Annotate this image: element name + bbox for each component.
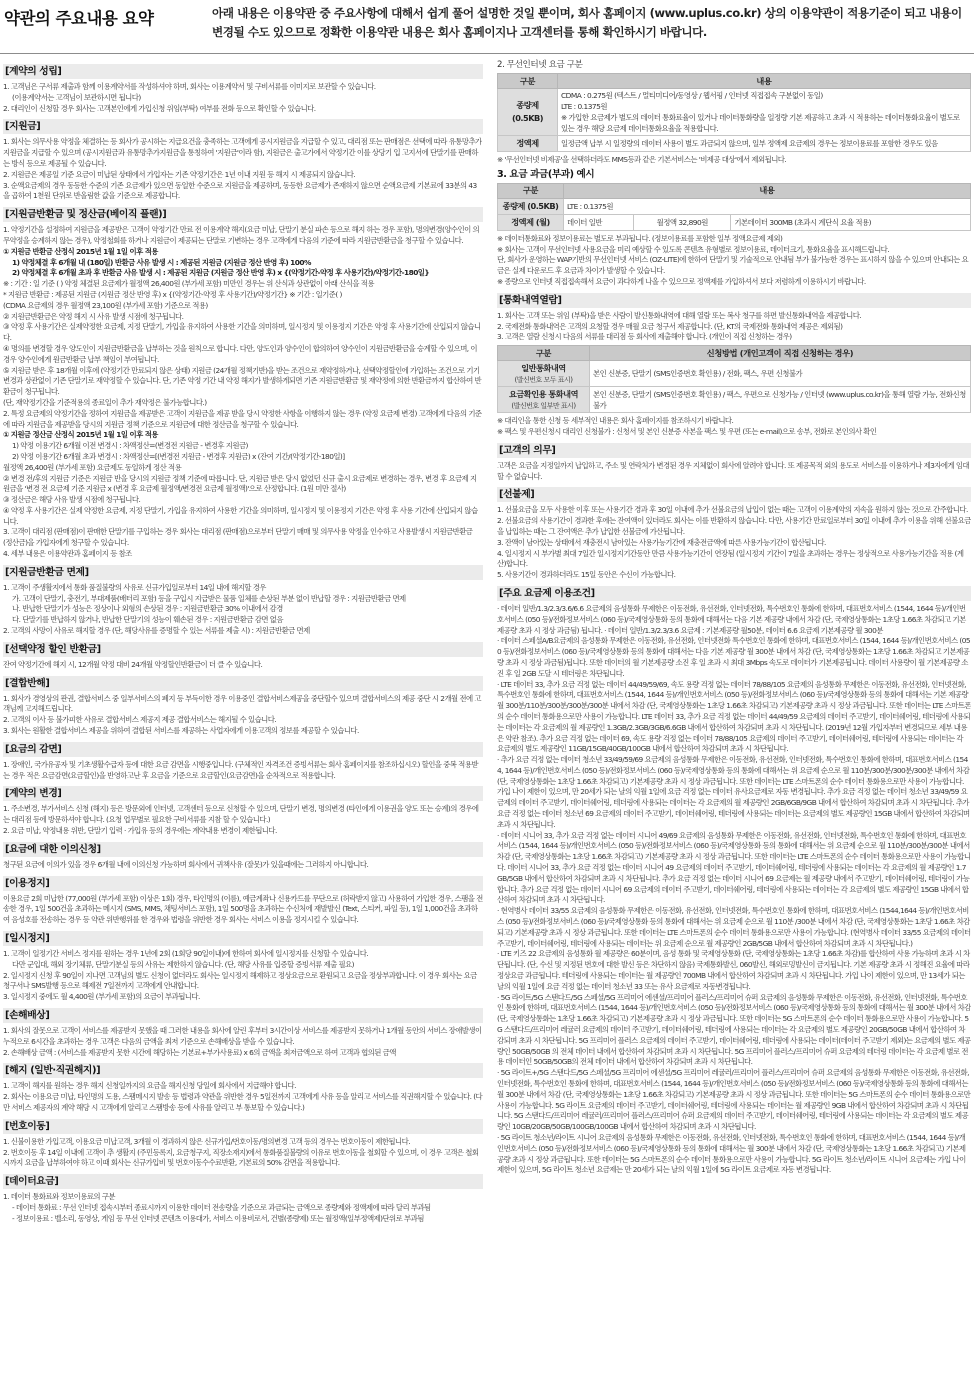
section-text: 1. 데이터 통화료와 정보이용료의 구분: [3, 1192, 115, 1202]
row-label: 정액제 (월): [498, 214, 564, 230]
row-label: 종량제 (0.5KB): [498, 198, 564, 214]
section-text: 나. 반납한 단말기가 성능은 정상이나 외형의 손상된 경우 : 지원금반환금 30% 이내에서 감경: [12, 604, 283, 614]
note-line: ※ 팩스 및 우편신청시 대리인 신청불가 : 신청서 및 본인 신분증 사본을 팩스 및 우편 (또는 e-mail)으로 송부, 전화로 본인의사 확인: [497, 426, 877, 436]
section-text: 2. 회사는 이용요금 미납, 타인명의 도용, 스팸메시지 발송 등 법령과 약관을 위반한 경우 5일전까지 고객에게 사유 등을 알리고 서비스를 직권해지할 수 있습니다. (다만 서비스 제공자의 계약 해당 시 고객에게 알리고 스팸방송 등에 사유를 알리고 부 통보할 수 있습니다.): [3, 1092, 483, 1112]
call-records-section: [497, 293, 971, 343]
section-heading: [계약의 성립]: [3, 64, 483, 79]
section-text: ③ 정산금은 해당 사유 발생 시점에 청구됩니다.: [3, 495, 141, 505]
row-label-sub: (발신번호 일부만 표시): [511, 402, 576, 411]
section-heading: [손해배상]: [3, 1008, 483, 1023]
section-heading: [결합반해]: [3, 676, 483, 691]
header-divider: [0, 53, 974, 54]
section-heading: [일시정지]: [3, 931, 483, 946]
table-header: 신청방법 (개인고객이 직접 신청하는 경우): [590, 346, 971, 361]
call-records-table: [497, 345, 971, 413]
section-text: ④ 약정 후 사용기간은 실제 약정한 요금제, 지정 단말기, 가입을 유지하여 사용한 기간을 의미하며, 일시정지 및 이용정지 기간은 약정 후 사용 기간에 산입되지 않습니다.: [3, 505, 478, 526]
section-text: · 추가 요금 걱정 없는 데이터 청소년 33/49/59/69 요금제의 음성통화 무제한은 이동전화, 유선전화, 인터넷전화, 특수번호인 통화에 한하며, 대표번호서비스 (1544, 1644 등)/개인번호서비스 (050 등)/전화정보서비스 (060 등)/국제영상통화 등의 통화에 대해서는 위 요금제 순으로 월 110분/300분/300분/300분 내에서 차감 (단, 국제영상통화는 1초당 1.66초 차감되고) 기본제공량 초과 시 정상 과금됩니다. 또한 데이터는 LTE 스마트폰의 순수 데이터 통화용으로만 사용이 가능합니다. 가입 나이 제한이 있으며, 만 20세가 되는 날의 익월 1일에 요금 걱정 없는 데이터 유사요금제로 자동 변경됩니다. 추가 요금 걱정 없는 데이터 청소년 33/49/59 요금제의 데이터 주고받기, 데이터쉐어링, 테더링에 사용되는 데이터는 각 요금제의 월 제공량인 2GB/6GB/9GB 내에서 합산하여 차감되며 초과 시 차단됩니다. 추가 요금 걱정 없는 데이터 청소년 69 요금제의 데이터 주고받기, 데이터쉐어링, 테더링에 사용되는 데이터는 요금제의 별도 제공량인 15GB 내에서 합산하여 차감되며 초과 시 차단됩니다.: [497, 755, 970, 829]
section-text: · 데이터 시니어 33, 추가 요금 걱정 없는 데이터 시니어 49/69 요금제의 음성통화 무제한은 이동전화, 유선전화, 인터넷전화, 특수번호인 통화에 한하며, 대표번호서비스 (1544, 1644 등)/개인번호서비스 (050 등)/전화정보서비스 (060 등)/국제영상통화 등의 통화에 대해서는 위 요금제 순으로 월 110분/300분/300분 내에서 차감 (단, 국제영상통화는 1초당 1.66초 차감되고) 기본제공량 초과 시 정상 과금됩니다. 또한 데이터는 LTE 스마트폰의 순수 데이터 통화용으로만 사용이 가능합니다. 데이터 시니어 33, 추가 요금 걱정 없는 데이터 시니어 49 요금제의 데이터 주고받기, 데이터쉐어링, 테더링에 사용되는 데이터는 각 요금제의 월 제공량인 1.7GB/5GB 내에서 합산하여 차감되며 초과 시 차단됩니다. 추가 요금 걱정 없는 데이터 시니어 69 요금제는 월 제공량 내에서 주고받기, 데이터쉐어링, 테더링이 가능합니다. 추가 요금 걱정 없는 데이터 시니어 69 요금제의 데이터 주고받기, 데이터쉐어링, 테더링에 사용되는 데이터는 각 요금제의 별도 제공량인 15GB 내에서 합산하여 차감되며 초과 시 차단됩니다.: [497, 830, 971, 905]
right-column: [497, 59, 971, 1395]
section-text: ④ 명의를 변경할 경우 양도인이 지원금반환금을 납부하는 것을 원칙으로 합니다. 다만, 양도인과 양수인이 합의하여 양수인이 지원금반환금을 승계할 수 있으며, 이 경우 양수인에게 원금반환금 납부 책임이 부여됩니다.: [3, 343, 477, 364]
section-text: 3. 고객은 열람 신청시 다음의 서류를 대리점 등 회사에 제출해야 합니다. (개인이 직접 신청하는 경우): [497, 332, 792, 342]
section-text: 2. 일시정지 신청 후 90일이 지나면 고객님의 별도 신청이 없더라도 회사는 일시정지 해제하고 정상요금으로 환원되고 요금을 정상부과합니다. 이 경우 회사는 요금청구서나 SMS발행 등으로 해제전 7일전까지 고객에게 안내합니다.: [3, 970, 477, 991]
section-text: 1. 고객이 일정기간 서비스 정지를 원하는 경우 1년에 2회 (1회당 90일이내)에 한하여 회사에 일시정지를 신청할 수 있습니다.: [3, 949, 369, 959]
billing-example-table: [497, 183, 971, 231]
section-text: * 지원금 반환금 : 제공된 지원금 (지원금 정산 반영 후) x {(약정기간-약정 후 사용기간)/약정기간} ※ 기간 : 일기준( ): [3, 289, 342, 299]
section-heading: [번호이동]: [3, 1119, 483, 1134]
header-description: 아래 내용은 이용약관 중 주요사항에 대해서 쉽게 풀어 설명한 것일 뿐이며, 회사 홈페이지 (www.uplus.co.kr) 상의 이용약관이 적용기준이 되고 내용이 변경될 수도 있으므로 정확한 이용약관 내용은 회사 홈페이지나 고객센터를 통해 확인하시기 바랍니다.: [212, 6, 962, 39]
section-text: ① 지원금 반환금 산정식 2015년 1월 1일 이후 적용: [3, 246, 158, 256]
row-label-text: 일반통화내역: [521, 363, 566, 374]
row-label-metered: 종량제 (0.5KB): [498, 89, 558, 136]
note-line: ※ 종량으로 인터넷 직접접속해서 요금이 과다하게 나올 수 있으므로 정액제를 가입하셔서 보다 저렴하게 이용하시기 바랍니다.: [497, 276, 866, 286]
note-line: ※ 대리인을 통한 신청 등 세부적인 내용은 회사 홈페이지를 참조하시기 바랍니다.: [497, 416, 734, 426]
table-cell: 데이터 일반: [564, 214, 634, 230]
section-heading: [지원금반환금 및 정산금(베이직 플랜)]: [3, 207, 483, 222]
table-cell: 본인 신분증, 단말기 (SMS인증번호 확인용) / 팩스, 우편으로 신청가능 / 인터넷 (www.uplus.co.kr)을 통해 열람 가능, 전화신청불가: [590, 387, 971, 413]
section-text: 1. 약정기간을 설정하여 지원금을 제공받은 고객이 약정기간 만료 전 이용계약 해지(요금 미납, 단말기 분실 파손 등으로 해지 하는 경우 포함), 명의변경(양수인이 의무약정을 승계하지 않는 경우), 약정철회를 하거나 지원금이 제공되는 단말로 기변하는 경우 고객에게 다음의 기준에 따라 지원금반환금을 청구할 수 있습니다.: [3, 225, 480, 245]
section-text: 1. 고객님은 구서류 제출과 함께 이용계약서를 작성하셔야 하며, 회사는 이용계약서 및 구비서류를 이미지로 보관할 수 있습니다.: [3, 82, 376, 91]
table-note: ※ '무선인터넷 비제공'을 선택하더라도 MMS등과 같은 기본서비스는 '비제공 대상'에서 제외됩니다.: [497, 155, 787, 164]
left-column: [3, 59, 483, 1395]
section-text: 2. 국제전화 통화내역은 고객의 요청할 경우 매월 요금 청구서 제공합니다. (단, KT의 국제전화 통화내역 제공은 제외됨): [497, 321, 843, 331]
section-heading: [해지 (일반·직권해지)]: [3, 1063, 483, 1078]
section-text: 월정액 26,400원 (부가세 포함) 요금제도 동일하게 정산 적용: [3, 462, 182, 472]
row-label-text: 요금확인용 통화내역: [508, 389, 579, 400]
section-text: (CDMA 요금제의 경우 월정액 23,100원 (부가세 포함) 기준으로 적용): [3, 300, 208, 310]
table-header: 구분: [498, 183, 564, 198]
section-text: ※ : 기간 : 일 기준 ( ) 약정 체결된 요금제가 월정액 26,400원 (부가세 포함) 미만인 경우는 위 산식과 상관없이 아래 산식을 적용: [3, 279, 374, 289]
section-text: 1) 약정 이용기간 6개월 이전 변경시 : 차액정산=(변경전 지원금 - 변경후 지원금): [12, 441, 248, 451]
table-cell-line: ※ 가입한 요금제가 별도의 데이터 통화료율이 있거나 데이터통화량을 일정량 기본 제공하고 초과 시 적용하는 데이터통화요율이 별도로 있는 경우 해당 요금제 데이터통화요율을 적용합니다.: [561, 113, 960, 133]
section-text: 3. 회사는 원활한 결합서비스 제공을 위하여 결합된 서비스를 제공하는 사업자에게 이용고객의 정보를 제공할 수 있습니다.: [3, 726, 359, 736]
notes-block-2: [497, 416, 971, 438]
section-text: 2. 특정 요금제의 약정기간을 정하여 지원금을 제공받은 고객이 지원금을 제공 받을 당시 약정한 사항을 이행하지 않는 경우 (약정 요금제 변경) 고객에게 다음의 기준에 따라 지원금을 제공받을 당시의 지원금 정책 기준으로 지원금에 대한 정산금을 청구할 수 있습니다.: [3, 408, 482, 429]
row-label: [498, 361, 590, 387]
section-text: 1. 장애인, 국가유공자 및 기초생활수급자 등에 대한 요금 감면을 시행중입니다. (구체적인 자격조건 증빙서류는 회사 홈페이지를 참조하십시오) 할인을 중복 적용받는 경우 적은 요금감면(요금할인)을 반영하고난 후 요금을 기준으로 요금할인(요금감면)을 순차적으로 적용합니다.: [3, 759, 478, 780]
notes-block-1: [497, 234, 971, 288]
section-text: 2. 대리인이 신청할 경우 회사는 고객본인에게 가입신청 위임(부탁) 여부를 전화 등으로 확인할 수 있습니다.: [3, 103, 316, 113]
section-heading: [계약의 변경]: [3, 786, 483, 801]
section-heading: [지원금반환금 면제]: [3, 565, 483, 580]
table-cell: 월정액 32,890원: [634, 214, 731, 230]
note-line: ※ 회사는 고객이 무선인터넷 사용요금을 미리 예상할 수 있도록 콘텐츠 유형별로 정보이용료, 데이터크기, 통화요율을 표시해드립니다.: [497, 244, 890, 254]
section-text: · 5G 라이트 청소년/라이트 시니어 요금제의 음성통화 무제한은 이동전화, 유선전화, 인터넷전화, 특수번호인 통화에 한하며, 대표번호서비스 (1544, 1644 등)/개인번호서비스 (050 등)/전화정보서비스 (060 등)/국제영상통화 등의 통화에 대해서는 월 300분 내에서 차감 (단, 국제영상통화는 1초당 1.66초 차감되고) 기본제공량 초과 시 정상 과금됩니다. 또한 데이터는 5G 스마트폰의 순수 데이터 통화용으로만 사용이 가능합니다. 5G 라이트 청소년/라이트 시니어 요금제는 가입 나이 제한이 있으며, 5G 라이트 청소년 요금제는 만 20세가 되는 날의 익월 1일에 5G 라이트 요금제로 자동 변경됩니다.: [497, 1132, 966, 1175]
page-title: 약관의 주요내용 요약: [4, 9, 154, 28]
section-heading: [요금의 감면]: [3, 742, 483, 757]
section-text: · 현역병사 데이터 33/55 요금제의 음성통화 무제한은 이동전화, 유선전화, 인터넷전화, 특수번호인 통화에 한하며, 대표번호서비스 (1544,1644 등)/개인번호서비스 (050 등)/전화정보서비스 (060 등)/국제영상통화 등의 통화에 대해서는 위 요금제 순으로 월 110분 /300분 내에서 차감 (단, 국제영상통화는 1초당 1.66초 차감되고) 기본제공량 초과 시 정상 과금됩니다. 또한 데이터는 LTE 스마트폰의 순수 데이터 통화용으로만 사용이 가능합니다. (현역병사 데이터 33/55 요금제의 데이터 주고받기, 데이터쉐어링, 테더링에 사용되는 데이터는 위 요금제 순으로 월 제공량인 2GB/5GB 내에서 합산하여 차감되며 초과 시 차단됩니다.): [497, 906, 971, 948]
section-text: - 데이터 통화료 : 무선 인터넷 접속시부터 종료시까지 이용한 데이터 전송량을 기준으로 과금되는 금액으로 종량제와 정액제에 따라 달리 부과됨: [12, 1202, 431, 1212]
table-header: 구분: [498, 74, 558, 89]
table-header: 내용: [564, 183, 971, 198]
section-text: 1. 회사는 의무사용 약정을 체결하는 등 회사가 공시하는 지급요건을 충족하는 고객에게 공시지원금을 지급할 수 있고, 대리점 또는 판매점은 선택에 따라 유통망추가지원금을 지급할 수 있으며 (공시지원금과 유통망추가지원금을 통칭하여 '지원금'이라 함), 지원금은 출고가에서 약정기간 이를 상당기 입 고지서에 단말기를 판매하는 방식 등으로 제공될 수 있습니다.: [3, 137, 482, 168]
section-text: 3. 잔액이 남아있는 상태에서 재충전시 남아있는 사용가능기간에 재충전금액에 따른 사용가능기간이 합산됩니다.: [497, 537, 826, 547]
section-text: (단, 재약정기간을 기준적용의 종료일이 추가 재약정은 불가능합니다.): [3, 397, 207, 407]
section-heading: [통화내역열람]: [497, 293, 971, 308]
table-cell: 기본데이터 300MB (초과시 계단식 요율 적용): [731, 214, 971, 230]
section-text: 고객은 요금을 지정일까지 납입하고, 주소 및 연락처가 변경된 경우 지체없이 회사에 알려야 합니다. 또 제공목적 외의 용도로 서비스를 이용하거나 제3자에게 임대할 수 없습니다.: [497, 460, 970, 481]
section-heading: [이용정지]: [3, 876, 483, 891]
section-text: 1. 고객이 해지를 원하는 경우 해지 신청일까지의 요금을 해지신청 당일에 회사에서 지급해야 합니다.: [3, 1081, 296, 1091]
billing-example-title: 3. 요금 과금(부과) 예시: [497, 168, 595, 180]
table-cell: LTE : 0.1375원: [564, 198, 971, 214]
section-text: 2. 고객의 사망이 사유로 해지할 경우 (단, 해당사유를 증명할 수 있는 서류를 제출 시) : 지원금반환금 면제: [3, 626, 310, 636]
row-label-sub: (발신번호 모두 표시): [514, 376, 573, 385]
section-text: 1. 회사의 잘못으로 고객이 서비스를 제공받지 못했을 때 그러한 내용을 회사에 알린 후부터 3시간이상 서비스를 제공받지 못하거나 1개월 동안의 서비스 장애발생이 누적으로 6시간을 초과하는 경우 고객은 다음의 금액을 최저 기준으로 손해배상을 받을 수 있습니다.: [3, 1026, 482, 1046]
section-text: · LTE 데이터 33, 추가 요금 걱정 없는 데이터 44/49/59/69, 속도 용량 걱정 없는 데이터 78/88/105 요금제의 음성통화 무제한은 이동전화, 유선전화, 인터넷전화, 특수번호인 통화에 한하며, 대표번호서비스 (1544, 1644 등)/개인번호서비스 (050 등)/전화정보서비스 (060 등)/국제영상통화 등의 통화에 대해서는 기본 제공량 월 300분/110분/300분/300분/300분 내에서 차감 (단, 국제영상통화는 1초당 1.66초 차감되고) 기본제공량 초과 시 정상 과금됩니다. 또한 데이터는 LTE 스마트폰의 순수 데이터 통화용으로만 사용이 가능합니다. LTE 데이터 33, 추가 요금 걱정 없는 데이터 44/49/59 요금제의 데이터 주고받기, 데이터쉐어링, 테더링에 사용되는 데이터는 각 요금제의 월 제공량인 1.3GB/2.3GB/3GB/6.6GB 내에서 합산하여 차감되며 초과 시 차단됩니다. (2019년 12월 가입자부터 변경되므로 세부 내용은 약관 참조). 추가 요금 걱정 없는 데이터 69, 속도 용량 걱정 없는 데이터 78/88/105 요금제의 데이터 주고받기, 데이터쉐어링, 테더링에 사용되는 데이터는 각 요금제의 별도 제공량인 11GB/15GB/40GB/100GB 내에서 합산하여 차감되며 초과 시 차단됩니다.: [497, 679, 971, 754]
section-heading: [선불제]: [497, 487, 971, 502]
section-text: 5. 사용기간이 경과하더라도 15일 동안은 수신이 가능합니다.: [497, 570, 676, 580]
section-text: 3. 일시정지 중에도 월 4,400원 (부가세 포함)의 요금이 부과됩니다.: [3, 992, 200, 1002]
table-cell-line: LTE : 0.1375원: [561, 102, 607, 111]
section-text: 2) 약정 이용기간 6개월 초과 변경시 : 차액정산=[(변경전 지원금 - 변경후 지원금) x (잔여 기간/(약정기간-180일)]: [12, 451, 345, 461]
section-heading: [고객의 의무]: [497, 443, 971, 458]
section-text: 1. 고객이 주생활지에서 통화 품질불량의 사유로 신규가입일로부터 14일 내에 해지할 경우: [3, 582, 266, 592]
right-sections: [497, 443, 971, 1176]
section-heading: [선택약정 할인 반환금]: [3, 642, 483, 657]
row-label-flat: 정액제: [498, 136, 558, 152]
section-text: 3. 고객이 대리점 (판매점)이 판매한 단말기를 구입하는 경우 회사는 대리점 (판매점)으로부터 단말기 매매 및 의무사용 약정을 인수하고 사용발생시 지원금반환금 (정산금)을 가입자에게 청구할 수 있습니다.: [3, 527, 473, 548]
section-text: - 정보이용료 : 벨소리, 동영상, 게임 등 무선 인터넷 콘텐츠 이용대가, 서비스 이용비로서, 건별(종량제) 또는 월정액(일부정액제)단위로 부과됨: [12, 1213, 424, 1223]
wireless-fee-table: [497, 73, 971, 152]
section-text: · 데이터 스페셜A/B요금제의 음성통화 무제한은 이동전화, 유선전화, 인터넷전화 특수번호인 통화에 한하며, 대표번호서비스 (1544, 1644 등)/개인번호서비스 (050 등)/전화정보서비스 (060 등)/국제영상통화 등의 통화에 대해서는 다음 기본 제공량 월 300분 내에서 차감 (단, 국제영상통화는 1초당 1.66초 차감되고 기본제공량 초과 시 정상 과금됨)됩니다. 또한 데이터의 월 기본제공량 소진 후 일 초과 시 최대 3Mbps 속도로 데이터가 기본제공됩니다. 데이터 사용량이 월 기본제공량 소진 후 일 2GB 도달 시 테더링은 차단됩니다.: [497, 636, 971, 678]
section-text: · 5G 라이트/5G 스탠다드/5G 스페셜/5G 프리미어 에센셜/프리미어 플러스/프리미어 슈퍼 요금제의 음성통화 무제한은 이동전화, 유선전화, 인터넷전화, 특수번호인 통화에 한하며, 대표번호서비스 (1544, 1644 등)/개인번호서비스 (050 등)/전화정보서비스 (060 등)/국제영상통화 등의 통화에 대해서는 월 300분 내에서 차감 (단, 국제영상통화는 1초당 1.66초 차감되고) 기본제공량 초과 시 정상 과금됩니다. 또한 데이터는 5G 스마트폰의 순수 데이터 통화용으로만 사용이 가능합니다. 5G 스탠다드/프리미어 레귤러 요금제의 데이터 주고받기, 데이터쉐어링, 테더링에 사용되는 데이터는 각 요금제의 별도 제공량인 20GB/50GB 내에서 합산하여 차감되며 초과 시 차단됩니다. 5G 프리미어 플러스 요금제의 데이터 주고받기, 데이터쉐어링, 테더링에 사용되는 데이터(데이터 주고받기 제외)는 요금제의 별도 제공량인 50GB/50GB 의 전체 데이터 내에서 합산하여 차감되며 초과 시 차단됩니다. 5G 프리미어 플러스/프리미어 슈퍼 요금제의 테더링 데이터는 각 요금제 별로 전용 데이터인 50GB/50GB의 전체 데이터 내에서 합산하여 차감되며 초과 시 차단됩니다.: [497, 992, 971, 1067]
section-text: 2. 번호이동 후 14일 이내에 고객이 추 생활지 (주민등록지, 요금청구지, 직장소재지)에서 통화품질불량의 이유로 번호이동을 철회할 수 있으며, 이 경우 고객은 철회시까지 요금을 납부하여야 하고 이때 회사는 신규가입비 및 번호이동수수료반환, 기본료의 50% 감면을 적용합니다.: [3, 1147, 479, 1168]
section-heading: [데이터요금]: [3, 1174, 483, 1189]
section-text: · 데이터 일반/1.3/2.3/3.6/6.6 요금제의 음성통화 무제한은 이동전화, 유선전화, 인터넷전화, 특수번호인 통화에 한하며, 대표번호서비스 (1544, 1644 등)/개인번호서비스 (050 등)/전화정보서비스 (060 등)/국제영상통화 등의 통화에 대해서는 다음 기본 제공량 내에서 차감 (단, 국제영상통화는 1초당 1.66초 차감되고 기본제공량 초과 시 정상 과금됨) 됩니다. · 데이터 일반/1.3/2.3/3.6 요금제 : 기본제공량 월50분, 데이터 6.6 요금제 기본제공량 월 300분: [497, 603, 966, 635]
section-text: 4. 일시정지 시 부가별 최대 7일간 일시정지기간동안 만큼 사용가능기간이 연장됨 (일시정지 기간이 7일을 초과하는 경우는 정상적으로 사용가능기간을 적용 (계산)합니다.: [497, 548, 964, 569]
section-text: 2. 고객의 이사 등 불가피한 사유로 결합서비스 제공지 제공 결합서비스는 해지될 수 있습니다.: [3, 715, 277, 725]
section-text: 1. 선불요금을 모두 사용한 이후 또는 사용기간 경과 후 30일 이내에 추가 선불요금의 납입이 없는 때는 고객이 이용계약의 지속을 원하지 않는 것으로 간주합니다.: [497, 505, 968, 515]
section-text: ② 지원금반환금은 약정 해지 시 사유 발생 시점에 청구됩니다.: [3, 311, 184, 321]
section-text: 잔여 약정기간에 해지 시, 12개월 약정 대비 24개월 약정할인반환금이 더 클 수 있습니다.: [3, 659, 263, 669]
section-text: 가. 고객이 단말기, 충전기, 부대제품(배터리 포함) 등을 구입시 지급받은 물품 일체를 손상된 부분 없이 반납할 경우 : 지원금반환금 면제: [12, 593, 406, 603]
section-text: 다만 군입대, 해외 장기체류, 단말기분실 등의 사유는 제한하지 않습니다. (단, 해당 사유를 입증할 증빙서류 제출 필요): [12, 959, 354, 969]
section-text: 1) 약정체결 후 6개월 내 (180일) 반환금 사유 발생 시 : 제공된 지원금 (지원금 정산 반영 후) 100%: [12, 257, 311, 267]
table-cell: 본인 신분증, 단말기 (SMS인증번호 확인용) / 전화, 팩스, 우편 신청불가: [590, 361, 971, 387]
section-text: 4. 세부 내용은 이용약관과 홈페이지 등 참조: [3, 549, 132, 559]
header: [0, 0, 974, 48]
table-header: 내용: [558, 74, 971, 89]
row-content-metered: [558, 89, 971, 136]
section-text: 2. 손해배상 금액 : (서비스를 제공받지 못한 시간에 해당하는 기본료+부가사용료) x 6의 금액을 최저금액으로 하여 고객과 협의된 금액: [3, 1047, 396, 1057]
section-text: 1. 주소변경, 부가서비스 신청 (해지) 등은 방문외에 인터넷, 고객센터 등으로 신청할 수 있으며, 단말기 변경, 명의변경 (타인에게 이용권을 양도 또는 승계)의 경우에는 대리점 등에 방문하셔야 합니다. (요청 업무별로 필요한 구비서류를 지참 할 수 있습니다.): [3, 804, 479, 825]
section-text: 1. 회사는 고객 또는 위임 (부탁)을 받은 사람이 발신통화내역에 대해 열람 또는 복사 청구를 하면 발신통화내역을 제공합니다.: [497, 310, 862, 320]
table-cell-line: CDMA : 0.275원 (텍스트 / 멀티미디어/동영상 / 웹서핑 / 인터넷 직접접속 구분없이 동일): [561, 91, 823, 100]
row-content-flat: 일정금액 납부 시 일정량의 데이터 사용이 별도 과금되지 않으며, 일부 정액제 요금제의 경우는 정보이용료를 포함한 경우도 있음: [558, 136, 971, 152]
section-text: 이용요금 2회 미납한 (77,000원 (부가세 포함) 이상은 1회) 경우, 타인명의 (이름), 예금계좌나 신용카드를 무단으로 (허락받지 않고) 사용하여 가입한 경우, 스팸을 전송한 경우, 1일 500건을 초과하는 메시지 (SMS, MMS, 채팅서비스 포함), 1일 500명을 초과하는 수신처에 재발발신 (Text, 스티커, 파일 등), 1일 1,000건을 초과하여 음성호를 전송하는 경우 등 약관 위반행위를 한 경우와 법령을 위반한 경우 회사는 서비스 이용을 정지시킬 수 있습니다.: [3, 893, 483, 925]
table-header: 구분: [498, 346, 590, 361]
note-line: ※ 데이터통화료와 정보이용료는 별도로 부과됩니다. (정보이용료를 포함한 일부 정액요금제 제외): [497, 233, 783, 243]
section-heading: [주요 요금제 이용조건]: [497, 586, 971, 601]
section-text: 다. 단말기를 반납하지 않거나, 반납한 단말기의 성능이 훼손된 경우 : 지원금반환금 감면 없음: [12, 615, 283, 625]
section-text: 2) 약정체결 후 6개월 초과 후 반환금 사유 발생 시 : 제공된 지원금 (지원금 정산 반영 후) x {(약정기간-약정 후 사용기간)/약정기간-180일}: [12, 268, 430, 278]
row-label: [498, 387, 590, 413]
section-heading: [요금에 대한 이의신청]: [3, 842, 483, 857]
section-text: ① 지원금 정산금 산정식 2015년 1월 1일 이후 적용: [3, 430, 158, 440]
section-text: · LTE 키즈 22 요금제의 음성통화 월 제공량은 60분이며, 음성 통화 및 국제영상통화 (단, 국제영상통화는 1초당 1.66초 차감)를 합산하여 사용 가능하며 초과 시 차단됩니다. (단, 수신 및 지정된 번호에 대한 발신 등은 차단하지 않음) 국제통화발신, 060발신, 해외로밍발신이 금지됩니다. 기본 제공량 초과 시 정해진 요율에 따라 정상요금 과금됩니다. 테더링에 사용되는 데이터는 월 제공량인 700MB 내에서 합산하여 차감되며 초과 시 차단됩니다. 가입 나이 제한이 있으며, 만 13세가 되는 날의 익월 1일에 요금 걱정 없는 데이터 청소년 33 또는 유사 요금제로 자동변경됩니다.: [497, 949, 970, 991]
section-text: ⑤ 지원금 받은 후 18개월 이후에 (약정기간 만료되지 않은 상태) 지원금 (24개월 정책기반)을 받는 조건으로 재약정하거나, 선택약정할인에 가입하는 조건으로 기기변경과 상관없이 기존 단말기로 재약정할 수 있습니다. 단, 기존 약정 기간 내 약정 해지가 발생하게되면 기존 지원금반환금 및 재약정에 의한 반환금까지 합산하여 반환금이 청구됩니다.: [3, 365, 482, 397]
section-text: 1. 회사가 경영상의 판권, 결합서비스 중 일부서비스의 폐지 등 부득이한 경우 이용중인 결합서비스제공을 중단할수 있으며 결합서비스의 제공 중단 시 2개월 전에 고객님께 고지해드립니다.: [3, 693, 482, 714]
section-text: 2. 요금 미납, 약정내용 위반, 단말기 입력 · 가입유 등의 경우에는 계약내용 변경이 제한됩니다.: [3, 826, 277, 836]
section-text: · 5G 라이트+/5G 스탠다드/5G 스페셜/5G 프리미어 에센셜/5G 프리미어 레귤러/프리미어 플러스/프리미어 슈퍼 요금제의 음성통화 무제한은 이동전화, 유선전화, 인터넷전화, 특수번호인 통화에 한하며, 대표번호서비스 (1544, 1644 등)/개인번호서비스 (050 등)/전화정보서비스 (060 등)/국제영상통화 등의 통화에 대해서는 월 300분 내에서 차감 (단, 국제영상통화는 1초당 1.66초 차감되고) 기본제공량 초과 시 정상 과금됩니다. 또한 데이터는 5G 스마트폰의 순수 데이터 통화용으로만 사용이 가능합니다. 5G 라이트 요금제의 데이터 주고받기, 데이터쉐어링, 테더링에 사용되는 데이터는 월 제공량인 9GB 내에서 합산하여 차감되며 초과 시 차단됩니다. 5G 스탠다드/프리미어 레귤러/프리미어 플러스/프리미어 슈퍼 요금제의 데이터 주고받기, 데이터쉐어링, 테더링에 사용되는 데이터는 각 요금제의 별도 제공량인 10GB/20GB/50GB/100GB/100GB 내에서 합산하여 차감되며 초과 시 차단됩니다.: [497, 1068, 971, 1132]
section-text: 청구된 요금에 이의가 있을 경우 6개월 내에 이의신청 가능하며 회사에서 귀책사유 (잘못)가 있을때에는 그러하지 아니합니다.: [3, 859, 369, 869]
section-heading: [지원금]: [3, 119, 483, 134]
note-line: 단, 회사가 운영하는 WAP기반의 무선인터넷 서비스 (OZ-LITE)에 한하여 단말기 및 기술적으로 안내됨 부가 불가능한 경우는 표시하지 않을 수 있으며 안내되는 요금은 실제 다운로드 후 요금과 차이가 발생할 수 있습니다.: [497, 255, 969, 276]
section-text: ② 변경 전/후의 지원금 기준은 지원금 반을 당시의 지원금 정책 기준에 따릅니다. 단, 지원금 받은 당시 없었던 신규 출시 요금제로 변경하는 경우, 변경 후 요금제 지원금을 '변경 전 요금제 기준 지원금 x (변경 후 요금제 월정액/변경전 요금제 월정액)'으로 산정합니다. (1원 미만 절사): [3, 473, 477, 494]
section-text: ③ 약정 후 사용기간은 실제약정한 요금제, 지정 단말기, 가입을 유지하여 사용한 기간을 의미하며, 일시정지 및 이용정지 기간은 약정 후 사용기간에 산입되지 않습니다.: [3, 322, 481, 343]
section-text: 3. 순액요금제의 경우 동등한 수준의 기존 요금제가 있으면 동일한 수준으로 지원금을 제공하며, 동등한 요금제가 존재하지 않으면 순액요금제 기본료에 33분의 43을 곱하여 1천원 단위로 반올림한 값을 기준으로 제공합니다.: [3, 180, 477, 201]
section-text: (이용계약서는 고객님이 보관하시면 됩니다): [12, 92, 141, 102]
section-text: 2. 지원금은 제공일 기준 요금이 미납된 상태에서 가입자는 기존 약정기간은 1년 이내 지원 등 해지 시 제공되지 않습니다.: [3, 169, 356, 179]
section-text: 2. 선불요금의 사용기간이 경과한 후에는 잔여액이 있더라도 회사는 이를 반환하지 않습니다. 다만, 사용기간 만료일로부터 30일 이내에 추가 이용을 위해 선불요금을 납입하는 때는 그 잔여액은 추가 납입한 선불금에 가산됩니다.: [497, 516, 971, 536]
section-text: 1. 신불이용한 가입고객, 이용요금 미납고객, 3개월 이 경과하지 않은 신규가입/번호이동/명의변경 고객 등의 경우는 번호이동이 제한됩니다.: [3, 1136, 410, 1146]
wireless-fee-title: 2. 무선인터넷 요금 구분: [497, 60, 583, 70]
